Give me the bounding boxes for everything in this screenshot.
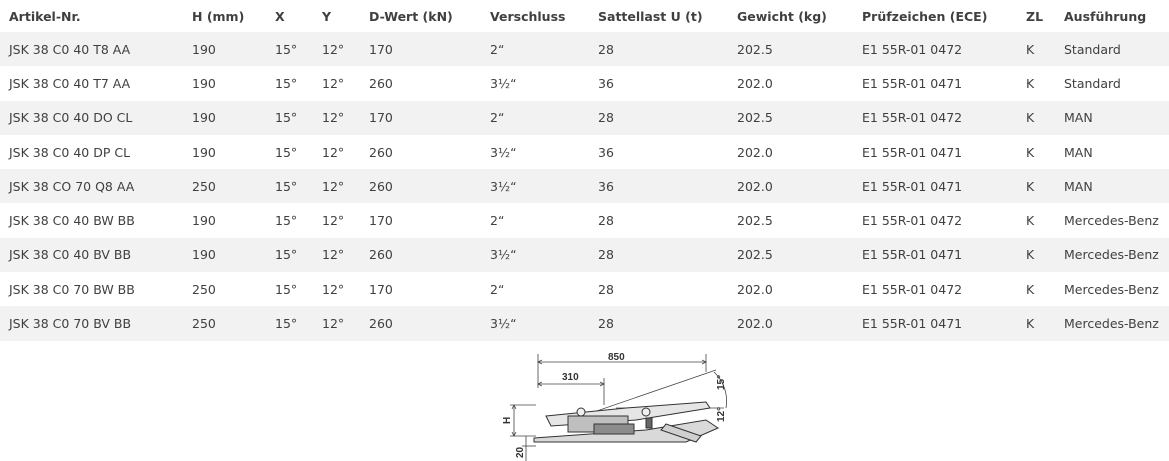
header-h-mm: H (mm) — [192, 8, 245, 24]
dim-total-label: 850 — [608, 352, 625, 363]
cell-h-mm: 190 — [183, 66, 266, 100]
cell-zl: K — [1017, 169, 1055, 203]
cell-h-mm: 250 — [183, 306, 266, 340]
cell-ausfuehrung: MAN — [1055, 169, 1169, 203]
cell-y: 12° — [313, 306, 360, 340]
cell-pruefzeichen: E1 55R-01 0471 — [853, 306, 1017, 340]
cell-ausfuehrung: MAN — [1055, 135, 1169, 169]
header-y: Y — [322, 8, 332, 24]
cell-artikel-nr: JSK 38 CO 70 Q8 AA — [0, 169, 183, 203]
cell-d-wert: 260 — [360, 66, 481, 100]
cell-verschluss: 2“ — [481, 203, 589, 237]
table-row — [0, 238, 1169, 272]
cell-gewicht: 202.5 — [728, 101, 853, 135]
cell-d-wert: 260 — [360, 135, 481, 169]
cell-sattellast: 36 — [589, 66, 728, 100]
table-body — [0, 32, 1169, 341]
table-header-row — [0, 0, 1169, 32]
cell-x: 15° — [266, 101, 313, 135]
cell-sattellast: 28 — [589, 32, 728, 66]
fifth-wheel-diagram — [496, 350, 756, 461]
cell-x: 15° — [266, 135, 313, 169]
cell-x: 15° — [266, 272, 313, 306]
header-gewicht: Gewicht (kg) — [737, 8, 827, 24]
cell-zl: K — [1017, 306, 1055, 340]
cell-artikel-nr: JSK 38 C0 70 BW BB — [0, 272, 183, 306]
cell-zl: K — [1017, 135, 1055, 169]
header-verschluss: Verschluss — [490, 8, 566, 24]
cell-h-mm: 190 — [183, 238, 266, 272]
cell-d-wert: 170 — [360, 203, 481, 237]
table-row — [0, 306, 1169, 340]
cell-ausfuehrung: Standard — [1055, 32, 1169, 66]
cell-zl: K — [1017, 238, 1055, 272]
cell-x: 15° — [266, 169, 313, 203]
dim-partial-label: 310 — [562, 372, 579, 383]
dim-base-label: 20 — [515, 446, 526, 458]
header-ausfuehrung: Ausführung — [1064, 8, 1147, 24]
table-row — [0, 66, 1169, 100]
cell-y: 12° — [313, 238, 360, 272]
cell-zl: K — [1017, 203, 1055, 237]
cell-gewicht: 202.0 — [728, 272, 853, 306]
cell-ausfuehrung: Mercedes-Benz — [1055, 272, 1169, 306]
dim-height-label: H — [502, 416, 513, 424]
cell-artikel-nr: JSK 38 C0 40 DP CL — [0, 135, 183, 169]
cell-ausfuehrung: Standard — [1055, 66, 1169, 100]
cell-h-mm: 190 — [183, 135, 266, 169]
cell-sattellast: 28 — [589, 238, 728, 272]
angle-lower-label: 12° — [716, 406, 727, 422]
cell-artikel-nr: JSK 38 C0 40 T7 AA — [0, 66, 183, 100]
cell-h-mm: 250 — [183, 169, 266, 203]
cell-sattellast: 36 — [589, 135, 728, 169]
table-row — [0, 32, 1169, 66]
cell-zl: K — [1017, 32, 1055, 66]
cell-sattellast: 28 — [589, 306, 728, 340]
cell-d-wert: 260 — [360, 306, 481, 340]
cell-zl: K — [1017, 66, 1055, 100]
cell-y: 12° — [313, 32, 360, 66]
diagram-drawing — [496, 350, 756, 461]
table-row — [0, 169, 1169, 203]
cell-gewicht: 202.5 — [728, 238, 853, 272]
cell-h-mm: 250 — [183, 272, 266, 306]
cell-verschluss: 3½“ — [481, 306, 589, 340]
cell-sattellast: 36 — [589, 169, 728, 203]
cell-pruefzeichen: E1 55R-01 0471 — [853, 135, 1017, 169]
cell-verschluss: 3½“ — [481, 169, 589, 203]
cell-artikel-nr: JSK 38 C0 40 DO CL — [0, 101, 183, 135]
header-x: X — [275, 8, 285, 24]
cell-d-wert: 260 — [360, 169, 481, 203]
cell-pruefzeichen: E1 55R-01 0472 — [853, 32, 1017, 66]
table-row — [0, 101, 1169, 135]
header-pruefzeichen: Prüfzeichen (ECE) — [862, 8, 988, 24]
header-sattellast: Sattellast U (t) — [598, 8, 703, 24]
cell-h-mm: 190 — [183, 203, 266, 237]
table-row — [0, 203, 1169, 237]
cell-pruefzeichen: E1 55R-01 0471 — [853, 238, 1017, 272]
header-artikel-nr: Artikel-Nr. — [9, 8, 81, 24]
cell-pruefzeichen: E1 55R-01 0472 — [853, 101, 1017, 135]
table-row — [0, 135, 1169, 169]
cell-d-wert: 170 — [360, 101, 481, 135]
cell-x: 15° — [266, 203, 313, 237]
cell-verschluss: 3½“ — [481, 66, 589, 100]
cell-sattellast: 28 — [589, 272, 728, 306]
cell-zl: K — [1017, 101, 1055, 135]
cell-pruefzeichen: E1 55R-01 0471 — [853, 66, 1017, 100]
cell-gewicht: 202.5 — [728, 32, 853, 66]
cell-y: 12° — [313, 66, 360, 100]
cell-y: 12° — [313, 203, 360, 237]
cell-verschluss: 3½“ — [481, 135, 589, 169]
cell-gewicht: 202.0 — [728, 169, 853, 203]
cell-verschluss: 3½“ — [481, 238, 589, 272]
cell-y: 12° — [313, 169, 360, 203]
cell-gewicht: 202.5 — [728, 203, 853, 237]
cell-y: 12° — [313, 272, 360, 306]
cell-y: 12° — [313, 135, 360, 169]
cell-gewicht: 202.0 — [728, 66, 853, 100]
cell-d-wert: 170 — [360, 272, 481, 306]
cell-x: 15° — [266, 306, 313, 340]
cell-zl: K — [1017, 272, 1055, 306]
cell-ausfuehrung: Mercedes-Benz — [1055, 203, 1169, 237]
table-row — [0, 272, 1169, 306]
cell-y: 12° — [313, 101, 360, 135]
angle-upper-label: 15° — [716, 374, 727, 390]
cell-artikel-nr: JSK 38 C0 40 BW BB — [0, 203, 183, 237]
cell-verschluss: 2“ — [481, 32, 589, 66]
cell-h-mm: 190 — [183, 32, 266, 66]
cell-sattellast: 28 — [589, 203, 728, 237]
cell-sattellast: 28 — [589, 101, 728, 135]
cell-h-mm: 190 — [183, 101, 266, 135]
cell-x: 15° — [266, 238, 313, 272]
cell-ausfuehrung: Mercedes-Benz — [1055, 306, 1169, 340]
header-d-wert: D-Wert (kN) — [369, 8, 453, 24]
cell-ausfuehrung: MAN — [1055, 101, 1169, 135]
cell-artikel-nr: JSK 38 C0 70 BV BB — [0, 306, 183, 340]
cell-ausfuehrung: Mercedes-Benz — [1055, 238, 1169, 272]
cell-x: 15° — [266, 32, 313, 66]
cell-artikel-nr: JSK 38 C0 40 T8 AA — [0, 32, 183, 66]
cell-x: 15° — [266, 66, 313, 100]
cell-pruefzeichen: E1 55R-01 0472 — [853, 203, 1017, 237]
cell-d-wert: 170 — [360, 32, 481, 66]
cell-gewicht: 202.0 — [728, 135, 853, 169]
cell-pruefzeichen: E1 55R-01 0471 — [853, 169, 1017, 203]
cell-d-wert: 260 — [360, 238, 481, 272]
cell-verschluss: 2“ — [481, 101, 589, 135]
cell-gewicht: 202.0 — [728, 306, 853, 340]
cell-verschluss: 2“ — [481, 272, 589, 306]
cell-artikel-nr: JSK 38 C0 40 BV BB — [0, 238, 183, 272]
cell-pruefzeichen: E1 55R-01 0472 — [853, 272, 1017, 306]
header-zl: ZL — [1026, 8, 1044, 24]
